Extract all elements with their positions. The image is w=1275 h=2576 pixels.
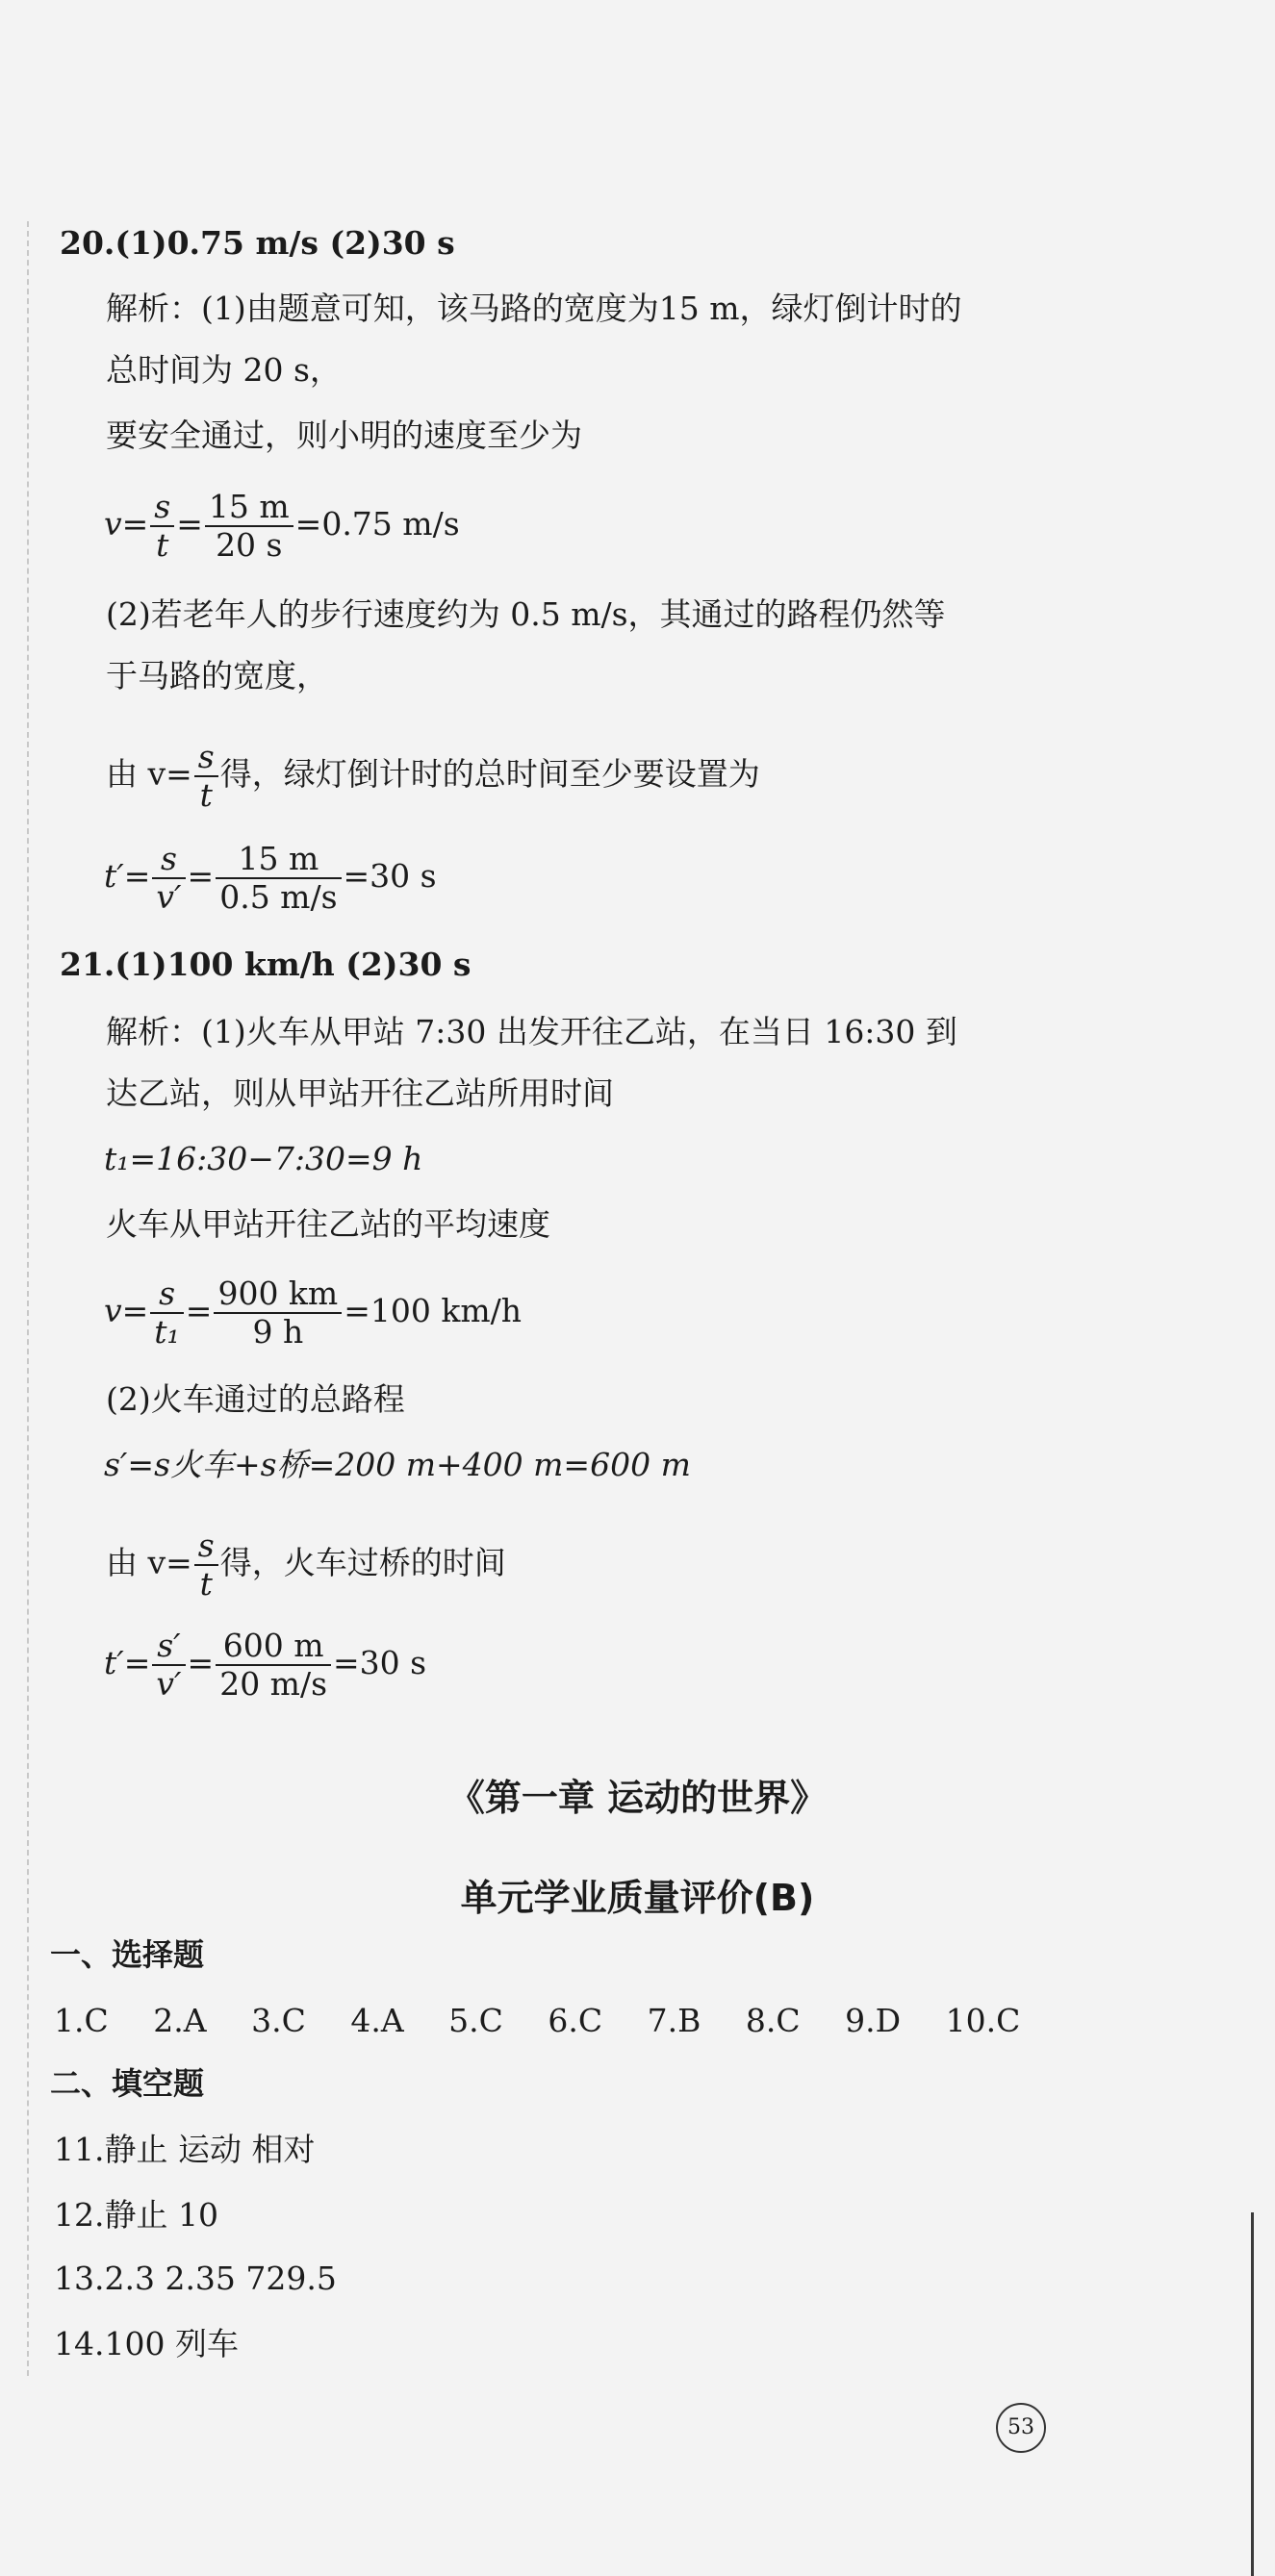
mc-answer: 1.C [54, 2002, 109, 2039]
mc-answer: 8.C [745, 2002, 801, 2039]
q20-formula1: v= $\frac{s}{t}$ = $\frac{15 m}{20 s}$ =0.75 m/s [104, 488, 460, 564]
fill-answer-13: 13.2.3 2.35 729.5 [54, 2260, 337, 2297]
q21-answer: 21.(1)100 km/h (2)30 s [60, 946, 472, 983]
fill-answer-12: 12.静止 10 [54, 2196, 218, 2234]
q20-analysis-line1: 解析：(1)由题意可知，该马路的宽度为15 m，绿灯倒计时的 [106, 290, 962, 327]
fraction: $\frac{s}{t}$ [150, 489, 174, 564]
q21-analysis-line3: t₁=16:30−7:30=9 h [104, 1140, 423, 1177]
fraction: $\frac{600 m}{20 m/s}$ [216, 1628, 331, 1703]
fraction: $\frac{s}{\text{t₁}}$ [150, 1275, 184, 1351]
q20-analysis-line5: 于马路的宽度， [106, 657, 328, 695]
fraction: $\frac{s'}{v'}$ [152, 1628, 185, 1703]
fraction: $\frac{s}{t}$ [194, 1528, 218, 1603]
fraction: $\frac{s}{v'}$ [152, 841, 185, 916]
q20-formula3: t′= $\frac{s}{v'}$ = $\frac{15 m}{0.5 m/s}$ =30 s [104, 840, 437, 916]
chapter-title: 《第一章 运动的世界》 [447, 1777, 828, 1819]
q21-analysis-line4: 火车从甲站开往乙站的平均速度 [106, 1205, 550, 1243]
mc-answer: 6.C [548, 2002, 603, 2039]
fraction: $\frac{s}{t}$ [194, 739, 218, 814]
section2-title: 二、填空题 [50, 2065, 205, 2102]
mc-answer: 5.C [448, 2002, 503, 2039]
q21-formula2: 由 v= $\frac{s}{t}$ 得，火车过桥的时间 [106, 1527, 506, 1603]
mc-answer: 3.C [251, 2002, 306, 2039]
q21-analysis-line2: 达乙站，则从甲站开往乙站所用时间 [106, 1074, 614, 1112]
q20-analysis-line4: (2)若老年人的步行速度约为 0.5 m/s，其通过的路程仍然等 [106, 595, 946, 633]
q20-analysis-line3: 要安全通过，则小明的速度至少为 [106, 417, 582, 454]
q20-formula2: 由 v= $\frac{s}{t}$ 得，绿灯倒计时的总时间至少要设置为 [106, 738, 760, 814]
mc-answer: 7.B [647, 2002, 701, 2039]
mc-answer: 2.A [153, 2002, 207, 2039]
section1-title: 一、选择题 [50, 1936, 205, 1973]
q21-analysis-line1: 解析：(1)火车从甲站 7:30 出发开往乙站，在当日 16:30 到 [106, 1013, 957, 1050]
mc-answer: 9.D [845, 2002, 902, 2039]
multiple-choice-answers [54, 2002, 1021, 2039]
q20-analysis-line2: 总时间为 20 s， [106, 351, 342, 389]
mc-answer: 10.C [945, 2002, 1021, 2039]
q21-analysis-line6: s′=s火车+s桥=200 m+400 m=600 m [104, 1446, 691, 1483]
q20-answer: 20.(1)0.75 m/s (2)30 s [60, 224, 455, 262]
fraction: $\frac{900 km}{9 h}$ [214, 1275, 342, 1351]
margin-divider [27, 221, 29, 2376]
unit-title: 单元学业质量评价(B) [460, 1877, 815, 1919]
fill-answer-14: 14.100 列车 [54, 2325, 239, 2362]
q21-formula3: t′= $\frac{s'}{v'}$ = $\frac{600 m}{20 m/s}$ =30 s [104, 1627, 427, 1703]
fraction: $\frac{15 m}{20 s}$ [205, 489, 293, 564]
q21-formula1: v= $\frac{s}{\text{t₁}}$ = $\frac{900 km}{9 h}$ =100 km/h [104, 1275, 523, 1351]
fill-answer-11: 11.静止 运动 相对 [54, 2131, 316, 2168]
mc-answer: 4.A [350, 2002, 404, 2039]
page-edge-line [1251, 2212, 1254, 2576]
fraction: $\frac{15 m}{0.5 m/s}$ [216, 841, 341, 916]
page-number: 53 [996, 2403, 1046, 2453]
q21-analysis-line5: (2)火车通过的总路程 [106, 1380, 405, 1418]
